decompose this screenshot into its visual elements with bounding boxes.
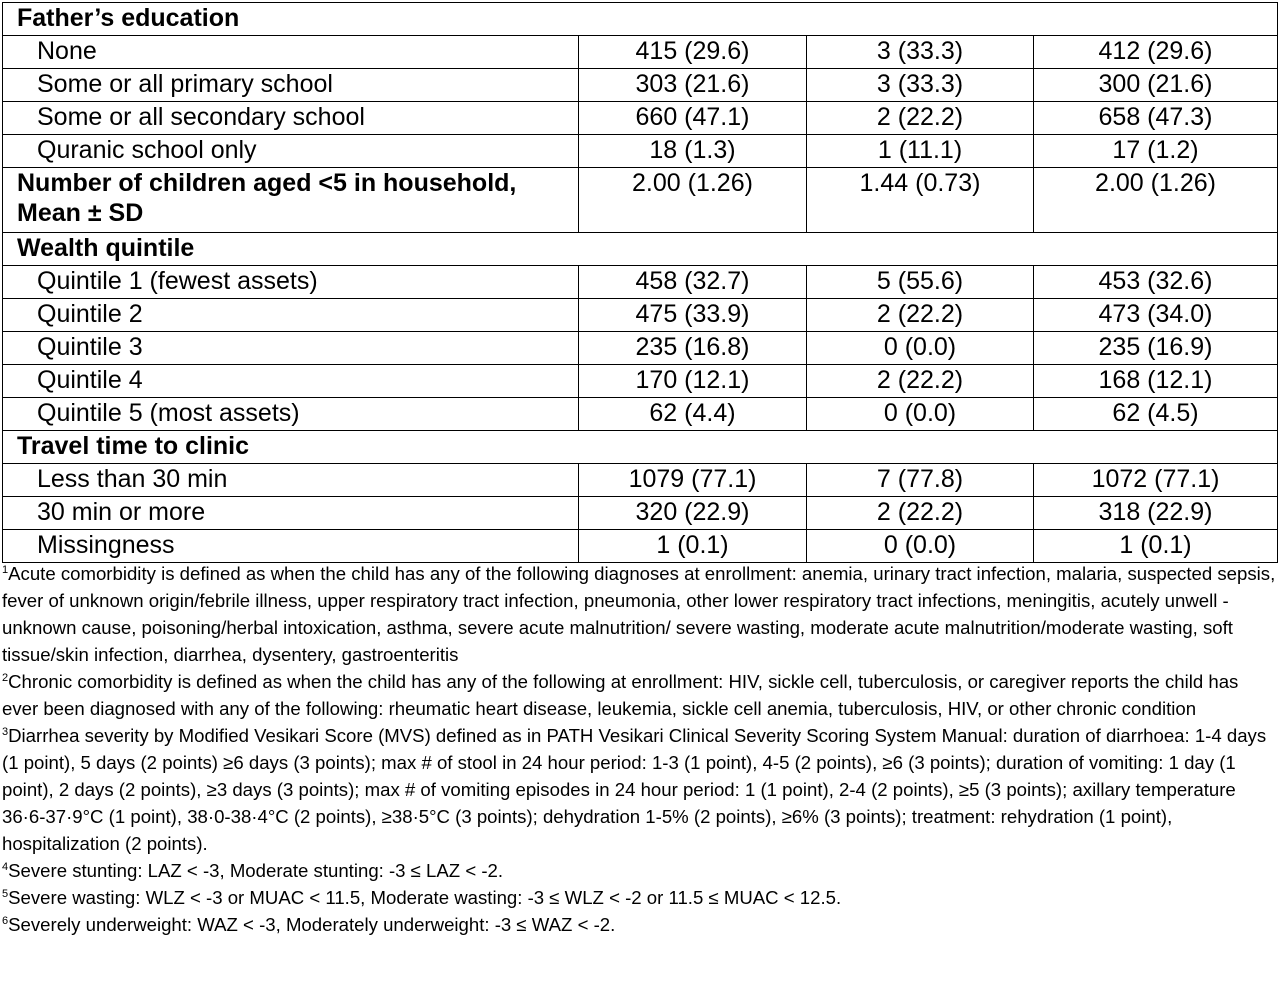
- table-row: [3, 464, 1278, 497]
- table-row: [3, 135, 1278, 168]
- cell-value: 0 (0.0): [807, 530, 1034, 563]
- cell-value: 458 (32.7): [579, 266, 807, 299]
- cell-value: 2 (22.2): [807, 365, 1034, 398]
- row-label: Missingness: [3, 530, 579, 563]
- footnote-mark: 2: [2, 672, 9, 684]
- footnote-text: Severe wasting: WLZ < -3 or MUAC < 11.5, Moderate wasting: -3 ≤ WLZ < -2 or 11.5 ≤ MUAC < 12.5.: [8, 887, 842, 908]
- footnote: [2, 857, 1276, 884]
- cell-value: 412 (29.6): [1034, 36, 1278, 69]
- cell-value: 2 (22.2): [807, 497, 1034, 530]
- cell-value: 2.00 (1.26): [579, 168, 807, 233]
- cell-value: 303 (21.6): [579, 69, 807, 102]
- row-label: Quintile 2: [3, 299, 579, 332]
- cell-value: 658 (47.3): [1034, 102, 1278, 135]
- section-header: Father’s education: [3, 3, 1278, 36]
- footnote: [2, 722, 1276, 857]
- cell-value: 168 (12.1): [1034, 365, 1278, 398]
- cell-value: 2.00 (1.26): [1034, 168, 1278, 233]
- table-row: [3, 365, 1278, 398]
- cell-value: 7 (77.8): [807, 464, 1034, 497]
- footnote-mark: 4: [2, 861, 9, 873]
- table-row: [3, 69, 1278, 102]
- cell-value: 318 (22.9): [1034, 497, 1278, 530]
- cell-value: 62 (4.4): [579, 398, 807, 431]
- cell-value: 170 (12.1): [579, 365, 807, 398]
- section-header: Travel time to clinic: [3, 431, 1278, 464]
- cell-value: 1072 (77.1): [1034, 464, 1278, 497]
- footnote-mark: 6: [2, 915, 9, 927]
- cell-value: 475 (33.9): [579, 299, 807, 332]
- row-label: Number of children aged <5 in household, Mean ± SD: [3, 168, 579, 233]
- row-label: Less than 30 min: [3, 464, 579, 497]
- row-label: None: [3, 36, 579, 69]
- cell-value: 2 (22.2): [807, 299, 1034, 332]
- row-label: Quintile 4: [3, 365, 579, 398]
- table-row: [3, 266, 1278, 299]
- table-row: [3, 299, 1278, 332]
- cell-value: 5 (55.6): [807, 266, 1034, 299]
- cell-value: 473 (34.0): [1034, 299, 1278, 332]
- cell-value: 3 (33.3): [807, 69, 1034, 102]
- table-row: [3, 530, 1278, 563]
- cell-value: 17 (1.2): [1034, 135, 1278, 168]
- data-table: [2, 2, 1278, 563]
- cell-value: 1079 (77.1): [579, 464, 807, 497]
- footnote: [2, 668, 1276, 722]
- cell-value: 320 (22.9): [579, 497, 807, 530]
- section-header: Wealth quintile: [3, 233, 1278, 266]
- row-label: Quintile 3: [3, 332, 579, 365]
- row-label: Some or all secondary school: [3, 102, 579, 135]
- table-row: [3, 332, 1278, 365]
- cell-value: 2 (22.2): [807, 102, 1034, 135]
- row-label: Some or all primary school: [3, 69, 579, 102]
- footnote-text: Diarrhea severity by Modified Vesikari Score (MVS) defined as in PATH Vesikari Clinical Severity Scoring System Manual: duration of diarrhoea: 1-4 days (1 point), 5 days (2 points) ≥6 days (3 points); max # of stool in 24 hour period: 1-3 (1 point), 4-5 (2 points), ≥6 (3 points); duration of vomiting: 1 day (1 point), 2 days (2 points), ≥3 days (3 points); max # of vomiting episodes in 24 hour period: 1 (1 point), 2-4 (2 points), ≥5 (3 points); axillary temperature 36·6-37·9°C (1 point), 38·0-38·4°C (2 points), ≥38·5°C (3 points); dehydration 1-5% (2 points), ≥6% (3 points); treatment: rehydration (1 point), hospitalization (2 points).: [2, 725, 1267, 854]
- cell-value: 453 (32.6): [1034, 266, 1278, 299]
- cell-value: 1.44 (0.73): [807, 168, 1034, 233]
- row-label: 30 min or more: [3, 497, 579, 530]
- cell-value: 18 (1.3): [579, 135, 807, 168]
- table-row: [3, 102, 1278, 135]
- section-header-row: [3, 3, 1278, 36]
- table-row: [3, 36, 1278, 69]
- cell-value: 300 (21.6): [1034, 69, 1278, 102]
- cell-value: 62 (4.5): [1034, 398, 1278, 431]
- footnote: [2, 560, 1276, 668]
- footnote: [2, 911, 1276, 938]
- footnote-text: Chronic comorbidity is defined as when the child has any of the following at enrollment: HIV, sickle cell, tuberculosis, or caregiver reports the child has ever been diagnosed with any of the following: rheumatic heart disease, leukemia, sickle cell anemia, tuberculosis, HIV, or other chronic condition: [2, 671, 1239, 719]
- cell-value: 0 (0.0): [807, 332, 1034, 365]
- cell-value: 1 (11.1): [807, 135, 1034, 168]
- cell-value: 1 (0.1): [579, 530, 807, 563]
- cell-value: 0 (0.0): [807, 398, 1034, 431]
- footnote-mark: 5: [2, 888, 9, 900]
- cell-value: 1 (0.1): [1034, 530, 1278, 563]
- footnote-text: Severely underweight: WAZ < -3, Moderately underweight: -3 ≤ WAZ < -2.: [8, 914, 616, 935]
- cell-value: 660 (47.1): [579, 102, 807, 135]
- footnote-text: Severe stunting: LAZ < -3, Moderate stunting: -3 ≤ LAZ < -2.: [8, 860, 504, 881]
- footnote-mark: 1: [2, 564, 9, 576]
- table-row: [3, 497, 1278, 530]
- footnote: [2, 884, 1276, 911]
- cell-value: 235 (16.8): [579, 332, 807, 365]
- cell-value: 3 (33.3): [807, 36, 1034, 69]
- table-row: [3, 398, 1278, 431]
- cell-value: 235 (16.9): [1034, 332, 1278, 365]
- footnotes: [2, 560, 1276, 938]
- summary-row: [3, 168, 1278, 233]
- footnote-text: Acute comorbidity is defined as when the child has any of the following diagnoses at enrollment: anemia, urinary tract infection, malaria, suspected sepsis, fever of unknown origin/febrile illness, upper respiratory tract infection, pneumonia, other lower respiratory tract infections, meningitis, acutely unwell - unknown cause, poisoning/herbal intoxication, asthma, severe acute malnutrition/ severe wasting, moderate acute malnutrition/moderate wasting, soft tissue/skin infection, diarrhea, dysentery, gastroenteritis: [2, 563, 1276, 665]
- cell-value: 415 (29.6): [579, 36, 807, 69]
- row-label: Quintile 5 (most assets): [3, 398, 579, 431]
- footnote-mark: 3: [2, 726, 9, 738]
- row-label: Quintile 1 (fewest assets): [3, 266, 579, 299]
- row-label: Quranic school only: [3, 135, 579, 168]
- section-header-row: [3, 233, 1278, 266]
- section-header-row: [3, 431, 1278, 464]
